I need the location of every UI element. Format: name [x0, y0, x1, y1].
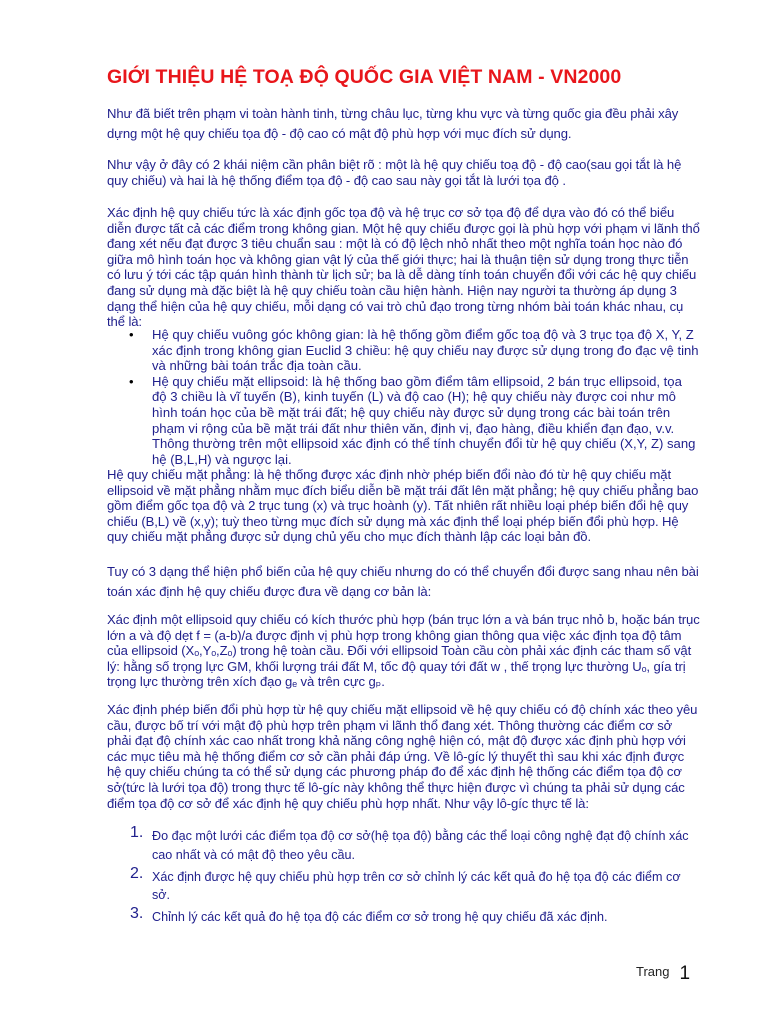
paragraph-plane-system: Hệ quy chiếu mặt phẳng: là hệ thống được xác định nhờ phép biến đổi nào đó từ hệ quy chiếu mặt ellipsoid về mặt phẳng nhằm mục đích biểu diễn bề mặt trái đất lên mặt phẳng; hệ quy chiếu phẳng bao gồm điểm gốc tọa độ và 2 trục tung (x) và trục hoành (y). Tất nhiên rất nhiều loại phép biến đổi hệ quy chiếu (B,L) về (x,y); tuỳ theo từng mục đích sử dụng mà xác định thể loại phép biến đổi phù hợp. Hệ quy chiếu mặt phẳng được sử dụng chủ yếu cho mục đích thành lập các loại bản đồ. [107, 467, 699, 545]
list-item [107, 905, 700, 927]
bullet-list [107, 327, 700, 467]
paragraph-forms: Tuy có 3 dạng thể hiện phổ biến của hệ quy chiếu nhưng do có thể chuyển đổi được sang nhau nên bài toán xác định hệ quy chiếu được đưa về dạng cơ bản là: [107, 564, 699, 599]
list-item-text: Xác định được hệ quy chiếu phù hợp trên cơ sở chỉnh lý các kết quả đo hệ tọa độ các điểm cơ sở. [152, 869, 681, 903]
list-number: 1. [130, 824, 144, 841]
bullet-icon: • [129, 327, 134, 342]
footer-label: Trang [636, 964, 670, 979]
page-footer [636, 960, 690, 982]
list-item-text: Chỉnh lý các kết quả đo hệ tọa độ các điểm cơ sở trong hệ quy chiếu đã xác định. [152, 910, 608, 925]
list-item [107, 327, 700, 374]
paragraph-reference-system: Xác định hệ quy chiếu tức là xác định gốc tọa độ và hệ trục cơ sở tọa độ để dựa vào đó có thể biểu diễn được tất cả các điểm trong không gian. Một hệ quy chiếu được gọi là phù hợp với phạm vi lãnh thổ đang xét nếu đạt được 3 tiêu chuẩn sau : một là có độ lệch nhỏ nhất theo một nghĩa toán học nào đó giữa mô hình toán học và không gian vật lý của thế giới thực; hai là thuận tiện sử dụng trong thực tiễn có lưu ý tới các tập quán hình thành từ lịch sử; ba là dễ dàng tính toán chuyển đổi với các hệ quy chiếu đang sử dụng mà đặc biệt là hệ quy chiếu toàn cầu hiện hành. Hiện nay người ta thường áp dụng 3 dạng thể hiện của hệ quy chiếu, mỗi dạng có vai trò chủ đạo trong từng nhóm bài toán khác nhau, cụ thể là: [107, 205, 700, 330]
list-number: 2. [130, 864, 144, 882]
list-item [107, 374, 700, 468]
document-title: GIỚI THIỆU HỆ TOẠ ĐỘ QUỐC GIA VIỆT NAM - VN2000 [107, 66, 622, 88]
paragraph-intro: Như đã biết trên phạm vi toàn hành tinh, từng châu lục, từng khu vực và từng quốc gia đều phải xây dựng một hệ quy chiếu tọa độ - độ cao có mật độ phù hợp với mục đích sử dụng. [107, 106, 679, 141]
list-item [107, 864, 700, 906]
list-item-text: Hệ quy chiếu mặt ellipsoid: là hệ thống bao gồm điểm tâm ellipsoid, 2 bán trục ellipsoid, tọa độ 3 chiều là vĩ tuyến (B), kinh tuyến (L) và độ cao (H); hệ quy chiếu này được coi như mô hình toán học của bề mặt trái đất; hệ quy chiếu này được sử dụng trong các bài toán trên phạm vi rộng của bề mặt trái đất như thiên văn, định vị, đạo hàng, điều khiển đạn đạo, v.v. Thông thường trên một ellipsoid xác định có thể tính chuyển đổi từ hệ quy chiếu (X,Y, Z) sang hệ (B,L,H) và ngược lại. [152, 373, 696, 467]
list-number: 3. [130, 905, 144, 923]
list-item [107, 824, 700, 865]
page-number: 1 [679, 963, 691, 984]
numbered-list [107, 824, 700, 930]
paragraph-ellipsoid: Xác định một ellipsoid quy chiếu có kích thước phù hợp (bán trục lớn a và bán trục nhỏ b, hoặc bán trục lớn a và độ dẹt f = (a-b)/a được định vị phù hợp trong không gian thông qua việc xác định tọa độ tâm của ellipsoid (Xₒ,Yₒ,Zₒ) trong hệ toàn cầu. Đối với ellipsoid Toàn cầu còn phải xác định các tham số vật lý: hằng số trọng lực GM, khối lượng trái đất M, tốc độ quay tới đất w , thế trọng lực thường Uₒ, gía trị trọng lực thường trên xích đạo gₑ và trên cực gₚ. [107, 612, 700, 690]
paragraph-transformation: Xác định phép biến đổi phù hợp từ hệ quy chiếu mặt ellipsoid về hệ quy chiếu có độ chính xác theo yêu cầu, được bố trí với mật độ phù hợp trên phạm vi lãnh thổ đang xét. Thông thường các điểm cơ sở phải đạt độ chính xác cao nhất trong khả năng công nghệ hiện có, mật độ được xác định phù hợp với các mục tiêu mà hệ thống điểm cơ sở cần phải đáp ứng. Về lô-gíc lý thuyết thì sau khi xác định được hệ quy chiếu chúng ta có thể sử dụng các phương pháp đo để xác định hệ thống các điểm tọa độ cơ sở(tức là lưới tọa độ) trong thực tế lô-gíc này không thể thực hiện được vì chúng ta phải sử dụng các điểm tọa độ cơ sở để xác định hệ quy chiếu phù hợp nhất. Như vậy lô-gíc thực tế là: [107, 702, 698, 811]
list-item-text: Hệ quy chiếu vuông góc không gian: là hệ thống gồm điểm gốc toạ độ và 3 trục tọa độ X, Y, Z xác định trong không gian Euclid 3 chiều: hệ quy chiếu nay được sử dụng trong đo đạc vệ tinh và những bài toán trắc địa toàn cầu. [152, 327, 699, 374]
paragraph-concepts: Như vậy ở đây có 2 khái niệm cần phân biệt rõ : một là hệ quy chiếu toạ độ - độ cao(sau gọi tắt là hệ quy chiếu) và hai là hệ thống điểm tọa độ - độ cao sau này gọi tắt là lưới tọa độ . [107, 157, 682, 188]
bullet-icon: • [129, 373, 134, 389]
list-item-text: Đo đạc một lưới các điểm tọa độ cơ sở(hệ tọa độ) bằng các thể loại công nghệ đạt độ chính xác cao nhất và có mật độ theo yêu cầu. [152, 829, 689, 862]
